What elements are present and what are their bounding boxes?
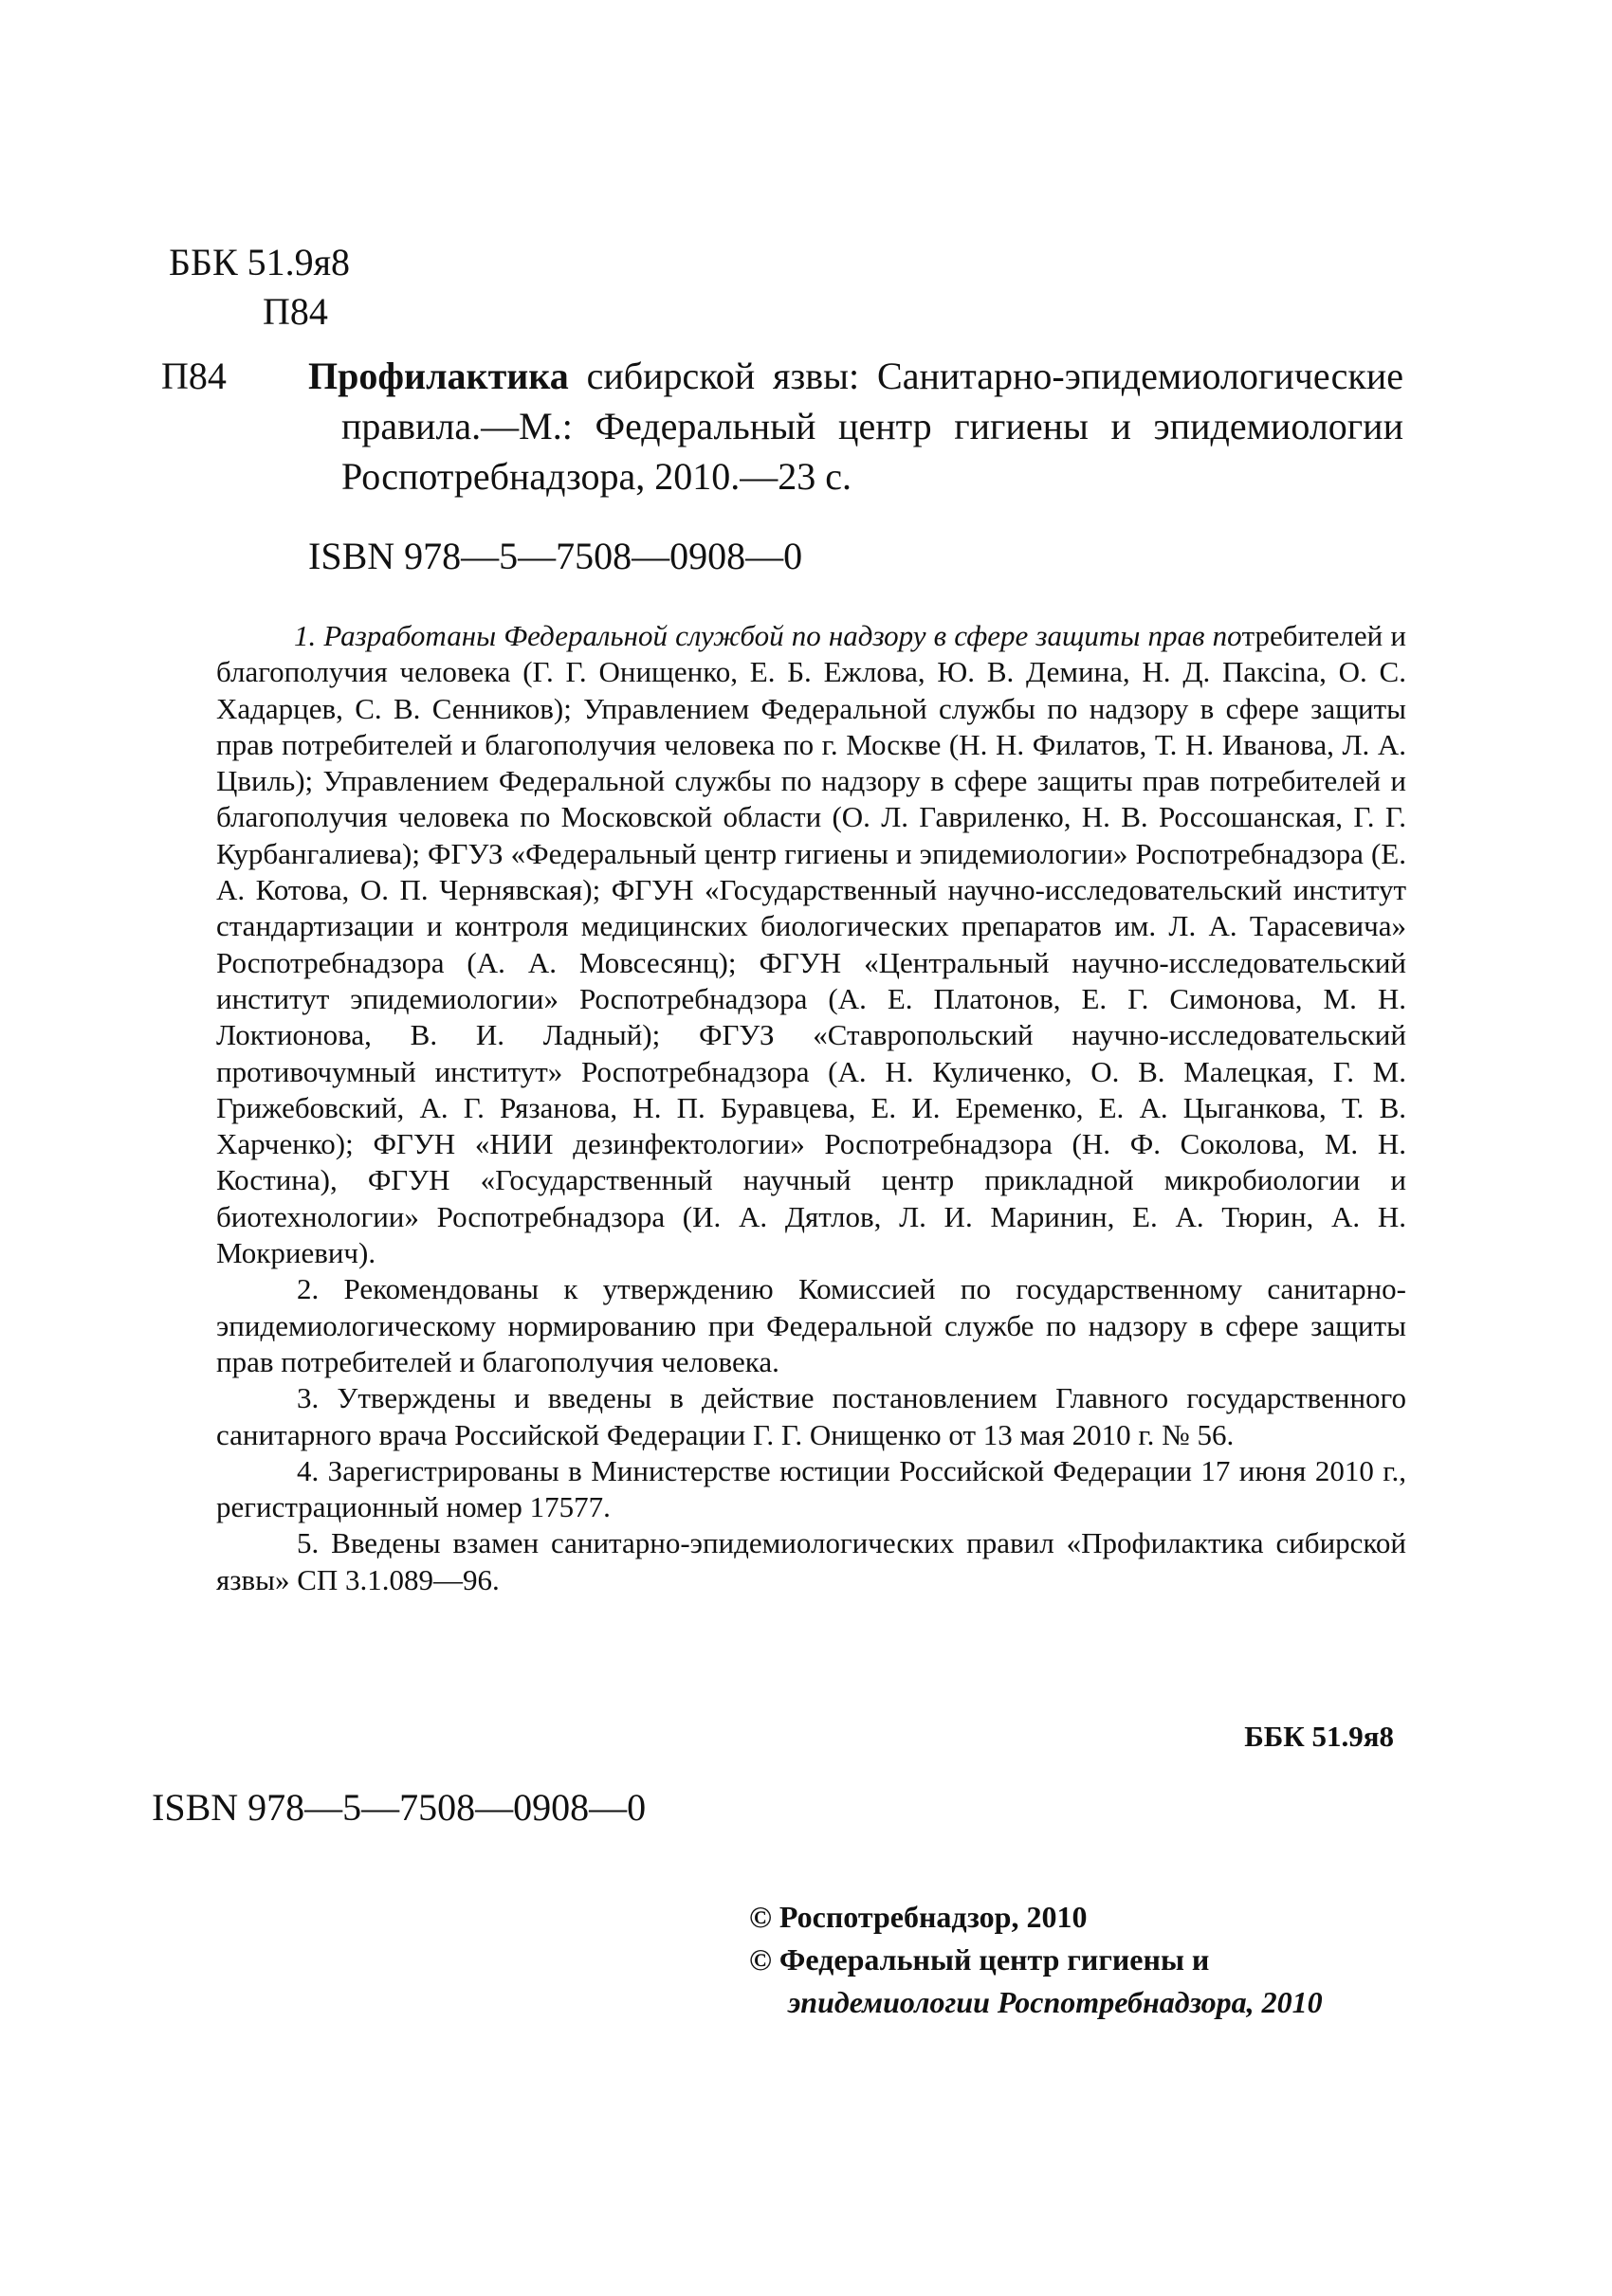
entry-title: Профилактика [308, 355, 569, 397]
bibliographic-entry [161, 351, 1403, 501]
publication-notes [216, 618, 1406, 1598]
note-recommended: 2. Рекомендованы к утверждению Комиссией по государственному санитарно-эпидемиологическому нормированию при Федеральной службе по надзору в сфере защиты прав потребителей и благополучия человека. [216, 1272, 1406, 1378]
author-sign-code: П84 [263, 290, 328, 333]
note-registered: 4. Зарегистрированы в Министерстве юстиции Российской Федерации 17 июня 2010 г., регистрационный номер 17577. [216, 1453, 1406, 1524]
copyright-block [749, 1896, 1432, 2024]
note-developers-lead: 1. Разработаны Федеральной службой по надзору в сфере защиты прав по [294, 619, 1242, 652]
entry-author-sign: П84 [161, 355, 227, 397]
copyright-line-rospotrebnadzor: © Роспотребнадзор, 2010 [749, 1900, 1088, 1934]
copyright-line-center-cont: эпидемиологии Роспотребнадзора, 2010 [788, 1985, 1323, 2019]
isbn-bottom: ISBN 978—5—7508—0908—0 [152, 1786, 647, 1829]
copyright-line-center: © Федеральный центр гигиены и [749, 1942, 1210, 1977]
entry-description [308, 351, 1403, 501]
note-developers [216, 618, 1406, 1271]
bbk-classification-code: ББК 51.9я8 [169, 241, 351, 283]
isbn-main: ISBN 978—5—7508—0908—0 [308, 535, 803, 577]
entry-imprint: сибирской язвы: Санитарно-эпидемиологические правила.—М.: Федеральный центр гигиены и эпидемиологии Роспотребнадзора, 2010.—23 с. [341, 355, 1403, 498]
note-approved: 3. Утверждены и введены в действие постановлением Главного государственного санитарного врача Российской Федерации Г. Г. Онищенко от 13 мая 2010 г. № 56. [216, 1381, 1406, 1451]
note-developers-text: требителей и благополучия человека (Г. Г. Онищенко, Е. Б. Ежлова, Ю. В. Демина, Н. Д. Паксina, О. С. Хадарцев, С. В. Сенников); Управлением Федеральной службы по надзору в сфере защиты прав потребителей и благополучия человека по г. Москве (Н. Н. Филатов, Т. Н. Иванова, Л. А. Цвиль); Управлением Федеральной службы по надзору в сфере защиты прав потребителей и благополучия человека по Московской области (О. Л. Гавриленко, Н. В. Россошанская, Г. Г. Курбангалиева); ФГУЗ «Федеральный центр гигиены и эпидемиологии» Роспотребнадзора (Е. А. Котова, О. П. Чернявская); ФГУН «Государственный научно-исследовательский институт стандартизации и контроля медицинских биологических препаратов им. Л. А. Тарасевича» Роспотребнадзора (А. А. Мовсесянц); ФГУН «Центральный научно-исследовательский институт эпидемиологии» Роспотребнадзора (А. Е. Платонов, Е. Г. Симонова, М. Н. Локтионова, В. И. Ладный); ФГУЗ «Ставропольский научно-исследовательский противочумный институт» Роспотребнадзора (А. Н. Куличенко, О. В. Малецкая, Г. М. Грижебовский, А. Г. Рязанова, Н. П. Буравцева, Е. И. Еременко, Е. А. Цыганкова, Т. В. Харченко); ФГУН «НИИ дезинфектологии» Роспотребнадзора (Н. Ф. Соколова, М. Н. Костина), ФГУН «Государственный научный центр прикладной микробиологии и биотехнологии» Роспотребнадзора (И. А. Дятлов, Л. И. Маринин, Е. А. Тюрин, А. Н. Мокриевич). [216, 619, 1406, 1270]
bbk-code-bottom: ББК 51.9я8 [1244, 1720, 1394, 1753]
note-replaces: 5. Введены взамен санитарно-эпидемиологических правил «Профилактика сибирской язвы» СП 3.1.089—96. [216, 1526, 1406, 1596]
